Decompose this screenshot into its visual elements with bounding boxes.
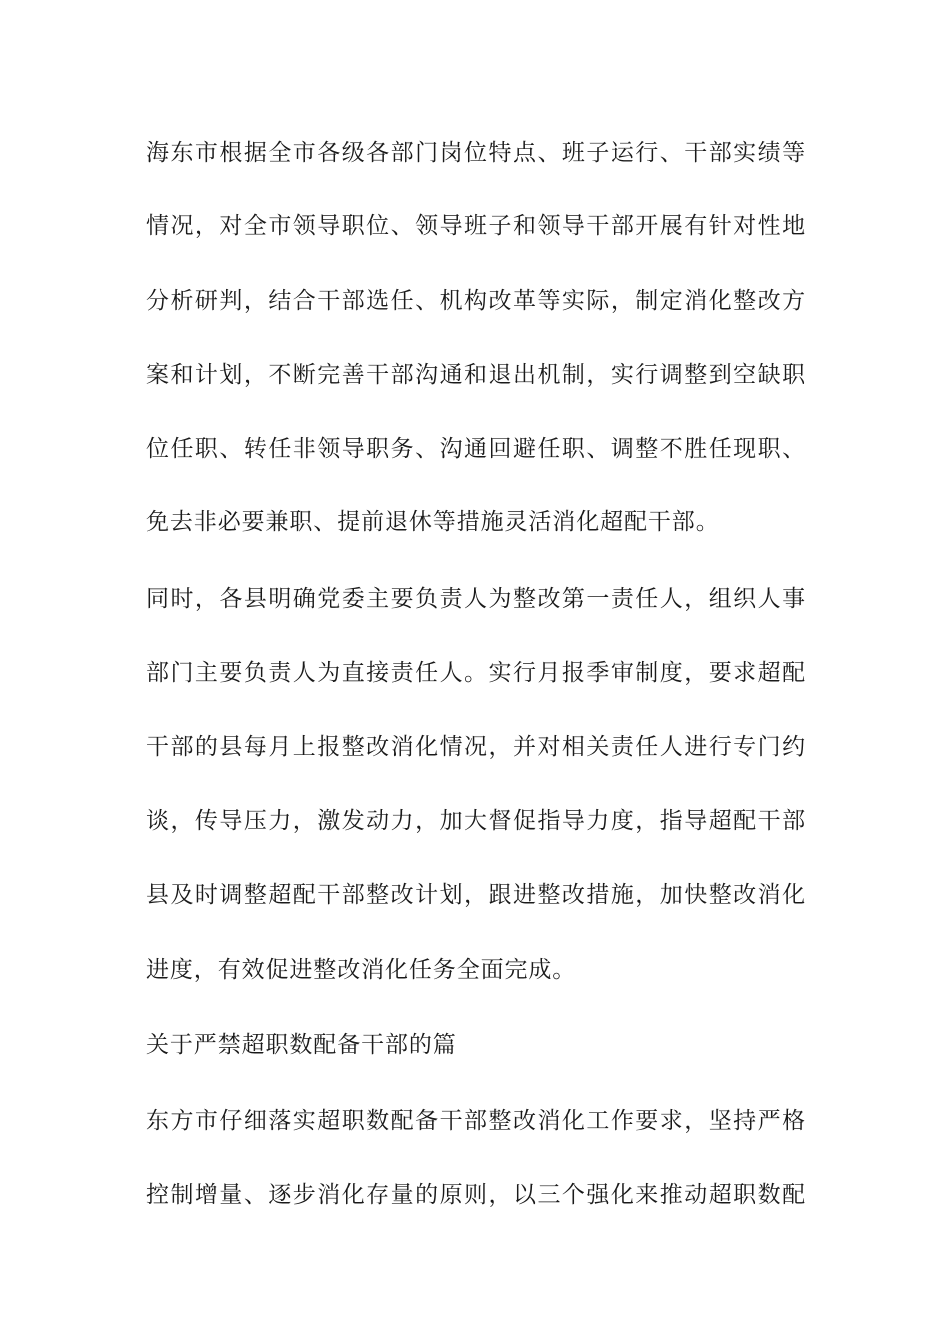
paragraph-line: 县及时调整超配干部整改计划，跟进整改措施，加快整改消化 [146,882,806,908]
paragraph-line: 免去非必要兼职、提前退休等措施灵活消化超配干部。 [146,509,720,535]
section-heading: 关于严禁超职数配备干部的篇 [146,1032,457,1058]
paragraph-line: 东方市仔细落实超职数配备干部整改消化工作要求，坚持严格 [146,1108,806,1134]
paragraph-line: 同时，各县明确党委主要负责人为整改第一责任人，组织人事 [146,586,806,612]
paragraph-line: 案和计划，不断完善干部沟通和退出机制，实行调整到空缺职 [146,362,806,388]
paragraph-line: 干部的县每月上报整改消化情况，并对相关责任人进行专门约 [146,734,806,760]
paragraph-line: 进度，有效促进整改消化任务全面完成。 [146,957,577,983]
paragraph-line: 海东市根据全市各级各部门岗位特点、班子运行、干部实绩等 [146,140,806,166]
paragraph-line: 情况，对全市领导职位、领导班子和领导干部开展有针对性地 [146,213,806,239]
paragraph-line: 部门主要负责人为直接责任人。实行月报季审制度，要求超配 [146,660,806,686]
paragraph-line: 分析研判，结合干部选任、机构改革等实际，制定消化整改方 [146,288,806,314]
paragraph-line: 位任职、转任非领导职务、沟通回避任职、调整不胜任现职、 [146,436,806,462]
paragraph-line: 谈，传导压力，激发动力，加大督促指导力度，指导超配干部 [146,808,806,834]
paragraph-line: 控制增量、逐步消化存量的原则，以三个强化来推动超职数配 [146,1182,806,1208]
